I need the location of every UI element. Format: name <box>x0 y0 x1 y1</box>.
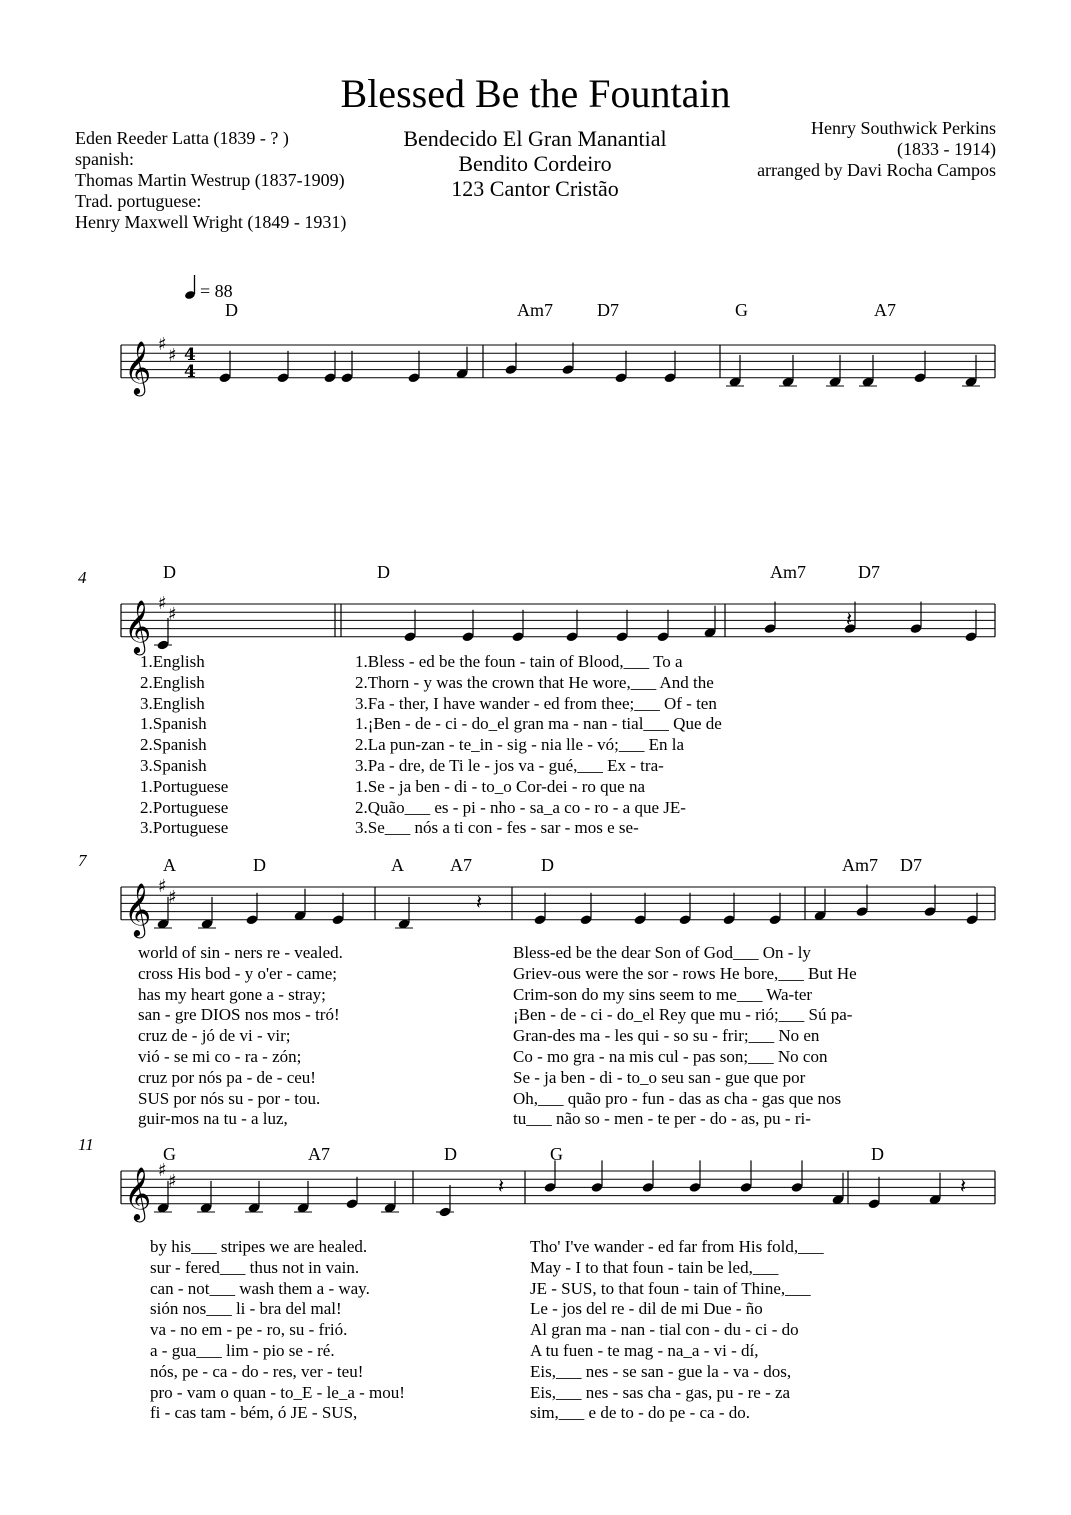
sharp-icon: ♯ <box>158 593 167 614</box>
chord-symbol: D <box>377 562 390 582</box>
chord-symbol: A7 <box>308 1144 330 1164</box>
time-signature-icon: 4 <box>184 345 196 365</box>
lyric-line: guir-mos na tu - a luz, <box>138 1109 288 1129</box>
chord-symbol: G <box>735 300 748 320</box>
lyric-line: 1.Portuguese <box>140 776 229 796</box>
quarter-note-icon <box>0 280 30 300</box>
song-title: Blessed Be the Fountain <box>340 71 731 116</box>
chord-symbol: Am7 <box>770 562 806 582</box>
lyric-line: 2.Quão___ es - pi - nho - sa_a co - ro - a que JE- <box>355 797 686 817</box>
sharp-icon: ♯ <box>158 876 167 897</box>
sharp-icon: ♯ <box>158 1160 167 1181</box>
lyric-line: May - I to that foun - tain be led,___ <box>530 1257 779 1277</box>
lyric-line: Oh,___ quão pro - fun - das as cha - gas que nos <box>513 1088 842 1108</box>
chord-symbol: D <box>541 855 554 875</box>
credit-line: (1833 - 1914) <box>897 139 996 159</box>
chord-symbol: A7 <box>874 300 896 320</box>
lyric-line: sim,___ e de to - do pe - ca - do. <box>530 1403 750 1423</box>
lyric-line: sión nos___ li - bra del mal! <box>150 1299 342 1319</box>
sharp-icon: ♯ <box>158 334 167 355</box>
chord-symbol: D <box>163 562 176 582</box>
treble-clef-icon: 𝄞 <box>124 598 152 653</box>
lyric-line: 3.Fa - ther, I have wander - ed from thee;___ Of - ten <box>355 693 717 713</box>
lyric-line: 3.Pa - dre, de Ti le - jos va - gué,___ Ex - tra- <box>355 756 664 775</box>
chord-symbol: A <box>163 855 176 875</box>
chord-symbol: D7 <box>858 562 880 582</box>
credit-line: arranged by Davi Rocha Campos <box>757 160 996 180</box>
lyric-line: can - not___ wash them a - way. <box>150 1278 370 1298</box>
lyric-line: 1.Spanish <box>140 714 207 734</box>
lyric-line: 3.Se___ nós a ti con - fes - sar - mos e se- <box>355 818 639 838</box>
lyric-line: Griev-ous were the sor - rows He bore,___ But He <box>513 963 857 983</box>
time-signature-icon: 4 <box>184 362 196 382</box>
sharp-icon: ♯ <box>168 1171 177 1192</box>
alternate-titles <box>385 126 685 201</box>
lyric-line: Eis,___ nes - sas cha - gas, pu - re - za <box>530 1382 791 1402</box>
chord-symbol: A7 <box>450 855 472 875</box>
lyric-line: 1.English <box>140 652 205 671</box>
alt-title: Bendito Cordeiro <box>458 151 612 176</box>
lyric-line: 3.Spanish <box>140 756 207 775</box>
chord-symbol: Am7 <box>517 300 553 320</box>
staff-system <box>0 574 1071 664</box>
staff-system <box>0 315 1071 405</box>
lyric-line: sur - fered___ thus not in vain. <box>150 1257 360 1277</box>
lyric-line: by his___ stripes we are healed. <box>150 1237 368 1256</box>
lyric-line: nós, pe - ca - do - res, ver - teu! <box>150 1361 364 1381</box>
lyric-line: Gran-des ma - les qui - so su - frir;___ No en <box>513 1026 820 1046</box>
credit-line: Henry Maxwell Wright (1849 - 1931) <box>75 212 347 232</box>
lyric-line: 1.¡Ben - de - ci - do_el gran ma - nan - tial___ Que de <box>355 714 722 734</box>
chord-symbol: G <box>163 1144 176 1164</box>
lyricist-credits <box>75 128 346 233</box>
lyric-line: fi - cas tam - bém, ó JE - SUS, <box>150 1403 358 1423</box>
lyric-line: tu___ não so - men - te per - do - as, pu - ri- <box>513 1109 811 1129</box>
lyric-line: 2.Portuguese <box>140 797 229 817</box>
lyric-line: Se - ja ben - di - to_o seu san - gue que por <box>513 1067 806 1087</box>
lyric-line: 1.Se - ja ben - di - to_o Cor-dei - ro que na <box>355 776 645 796</box>
composer-credits <box>660 118 996 181</box>
quarter-rest-icon: 𝄽 <box>498 1174 505 1198</box>
lyric-line: cross His bod - y o'er - came; <box>138 963 337 983</box>
lyric-line: 2.Thorn - y was the crown that He wore,___ And the <box>355 672 714 692</box>
quarter-rest-icon: 𝄽 <box>960 1174 967 1198</box>
lyric-line: a - gua___ lim - pio se - ré. <box>150 1341 335 1360</box>
lyric-line: san - gre DIOS nos mos - tró! <box>138 1005 340 1025</box>
chord-symbol: D <box>444 1144 457 1164</box>
chord-symbol: Am7 <box>842 855 878 875</box>
credit-line: Trad. portuguese: <box>75 191 202 211</box>
chord-symbol: D7 <box>900 855 922 875</box>
lyric-line: 3.English <box>140 693 205 713</box>
lyric-line: cruz de - jó de vi - vir; <box>138 1026 291 1046</box>
lyric-line: 2.English <box>140 672 205 692</box>
lyric-line: 3.Portuguese <box>140 818 229 838</box>
alt-title: Bendecido El Gran Manantial <box>403 126 667 151</box>
treble-clef-icon: 𝄞 <box>124 339 152 394</box>
chord-symbol: D7 <box>597 300 619 320</box>
chord-symbol: D <box>253 855 266 875</box>
chord-symbol: D <box>225 300 238 320</box>
lyric-line: vió - se mi co - ra - zón; <box>138 1047 302 1066</box>
measure-number: 7 <box>78 851 87 870</box>
lyric-line: SUS por nós su - por - tou. <box>138 1088 321 1108</box>
chord-symbol: D <box>871 1144 884 1164</box>
lyric-line: va - no em - pe - ro, su - frió. <box>150 1320 348 1340</box>
credit-line: Henry Southwick Perkins <box>811 118 996 138</box>
lyric-line: Le - jos del re - dil de mi Due - ño <box>530 1299 763 1319</box>
treble-clef-icon: 𝄞 <box>124 1165 152 1220</box>
lyric-line: Crim-son do my sins seem to me___ Wa-ter <box>513 984 813 1004</box>
quarter-rest-icon: 𝄽 <box>846 607 853 631</box>
lyric-line: 2.Spanish <box>140 735 207 755</box>
lyric-line: has my heart gone a - stray; <box>138 984 326 1004</box>
lyric-line: world of sin - ners re - vealed. <box>138 943 343 962</box>
credit-line: spanish: <box>75 149 135 169</box>
lyric-line: 1.Bless - ed be the foun - tain of Blood,___ To a <box>355 652 683 671</box>
credit-line: Thomas Martin Westrup (1837-1909) <box>75 170 345 190</box>
lyric-line: ¡Ben - de - ci - do_el Rey que mu - rió;___ Sú pa- <box>513 1005 853 1025</box>
alt-title: 123 Cantor Cristão <box>451 176 619 201</box>
sharp-icon: ♯ <box>168 345 177 366</box>
tempo-mark: = 88 <box>200 281 233 301</box>
lyric-line: 2.La pun-zan - te_in - sig - nia lle - vó;___ En la <box>355 735 685 755</box>
quarter-rest-icon: 𝄽 <box>476 890 483 914</box>
measure-number: 4 <box>78 568 87 587</box>
sharp-icon: ♯ <box>168 887 177 908</box>
sharp-icon: ♯ <box>168 604 177 625</box>
lyric-line: Co - mo gra - na mis cul - pas son;___ No con <box>513 1047 828 1066</box>
staff-system <box>0 1141 1071 1231</box>
lyric-line: Bless-ed be the dear Son of God___ On - ly <box>513 943 811 962</box>
lyric-line: cruz por nós pa - de - ceu! <box>138 1067 316 1087</box>
treble-clef-icon: 𝄞 <box>124 881 152 936</box>
lyric-line: Al gran ma - nan - tial con - du - ci - do <box>530 1320 799 1340</box>
chord-symbol: G <box>550 1144 563 1164</box>
credit-line: Eden Reeder Latta (1839 - ? ) <box>75 128 289 148</box>
lyric-line: Tho' I've wander - ed far from His fold,___ <box>530 1237 824 1256</box>
measure-number: 11 <box>78 1135 94 1154</box>
lyric-line: pro - vam o quan - to_E - le_a - mou! <box>150 1382 405 1402</box>
lyric-line: JE - SUS, to that foun - tain of Thine,___ <box>530 1278 811 1298</box>
lyric-line: A tu fuen - te mag - na_a - vi - dí, <box>530 1341 759 1360</box>
chord-symbol: A <box>391 855 404 875</box>
lyric-line: Eis,___ nes - se san - gue la - va - dos, <box>530 1361 792 1381</box>
